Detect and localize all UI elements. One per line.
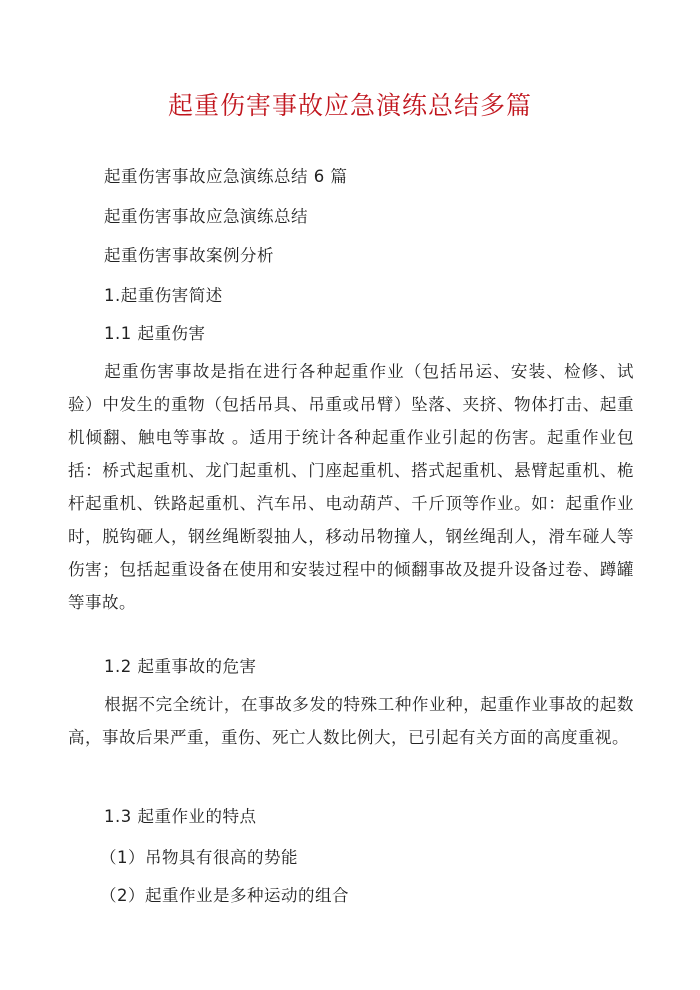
list-item-1: （1）吊物具有很高的势能 [100, 848, 298, 867]
section-heading-1-1: 1.1 起重伤害 [104, 324, 206, 343]
list-item-2: （2）起重作业是多种运动的组合 [100, 886, 349, 905]
document-title: 起重伤害事故应急演练总结多篇 [167, 91, 532, 120]
paragraph-1-2: 根据不完全统计，在事故多发的特殊工种作业种，起重作业事故的起数高，事故后果严重，重伤、死亡人数比例大，已引起有关方面的高度重视。 [68, 695, 634, 747]
section-heading-1: 1.起重伤害简述 [104, 286, 223, 305]
subtitle-line-1: 起重伤害事故应急演练总结 6 篇 [104, 167, 348, 186]
paragraph-1-1: 起重伤害事故是指在进行各种起重作业（包括吊运、安装、检修、试验）中发生的重物（包括吊具、吊重或吊臂）坠落、夹挤、物体打击、起重机倾翻、触电等事故 。适用于统计各种起重作业引起的伤害。起重作业包括：桥式起重机、龙门起重机、门座起重机、搭式起重机、悬臂起重机、桅杆起重机、铁路起重机、汽车吊、电动葫芦、千斤顶等作业。如：起重作业时，脱钩砸人，钢丝绳断裂抽人，移动吊物撞人，钢丝绳刮人，滑车碰人等伤害；包括起重设备在使用和安装过程中的倾翻事故及提升设备过卷、蹲罐等事故。 [68, 362, 634, 612]
subtitle-line-3: 起重伤害事故案例分析 [104, 246, 274, 265]
section-heading-1-2: 1.2 起重事故的危害 [104, 657, 257, 676]
section-heading-1-3: 1.3 起重作业的特点 [104, 807, 257, 826]
subtitle-line-2: 起重伤害事故应急演练总结 [104, 207, 308, 226]
